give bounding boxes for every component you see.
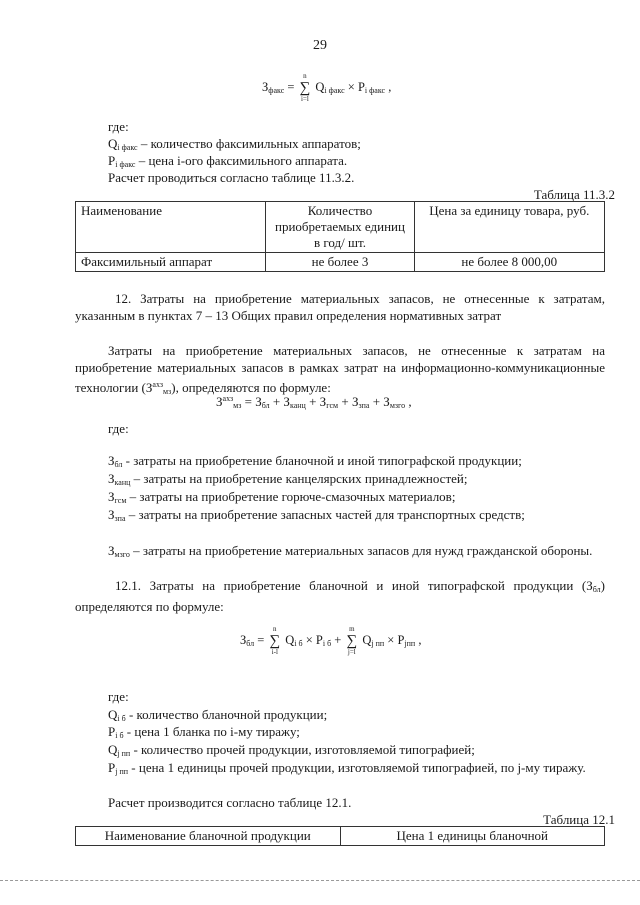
page-number: 29 (313, 38, 327, 53)
blank-products-table (75, 826, 605, 846)
formula-blank-products: $З_{бл}$ = n ∑ i-l $Q_{i б} \times P_{i б}$ + m ∑ j=l $Q_{j пп} \times P_{jпп}$ , (240, 625, 422, 656)
table-cell: Факсимильный аппарат (76, 253, 266, 272)
definition-zpa: $З_{зпа}$ – затраты на приобретение запасных частей для транспортных средств; (108, 507, 525, 523)
header-cell: Цена 1 единицы бланочной (340, 827, 605, 846)
formula-materials: $З^{ахз}_{мз} = З_{бл} + З_{канц} + З_{гсм} + З_{зпа} + З_{мзго}$ , (216, 394, 412, 410)
calc-note: Расчет проводиться согласно таблице 11.3.2. (108, 170, 355, 185)
table-caption: Таблица 12.1 (543, 812, 615, 827)
definition-gsm: $З_{гсм}$ – затраты на приобретение горюче-смазочных материалов; (108, 489, 456, 505)
where-label: где: (108, 421, 129, 436)
definition-pjpp: $P_{j пп}$ - цена 1 единицы прочей продукции, изготовляемой типографией, по j-му тиражу. (108, 760, 586, 776)
header-cell: Наименование бланочной продукции (76, 827, 341, 846)
table-row (76, 253, 605, 272)
table-header-row (76, 202, 605, 253)
definition-bl: $З_{бл}$ - затраты на приобретение бланочной и иной типографской продукции; (108, 453, 522, 469)
table-header-row (76, 827, 605, 846)
definition-p-fax: $P_{i факс}$ – цена i-ого факсимильного аппарата. (108, 153, 348, 169)
definition-qib: $Q_{i б}$ - количество бланочной продукции; (108, 707, 328, 723)
definition-pib: $P_{i б}$ - цена 1 бланка по i-му тиражу; (108, 724, 300, 740)
scan-edge-line (0, 880, 640, 881)
fax-table (75, 201, 605, 272)
definition-qjpp: $Q_{j пп}$ - количество прочей продукции, изготовляемой типографией; (108, 742, 475, 758)
paragraph-12-formula-intro: Затраты на приобретение материальных запасов, не отнесенные к затратам на приобретение материальных запасов в рамках затрат на информационно-коммуникационные технологии $(З^{ахз}_{мз})$, определяются по формуле: (75, 343, 605, 396)
definition-kanc: $З_{канц}$ – затраты на приобретение канцелярских принадлежностей; (108, 471, 468, 487)
table-cell: не более 3 (266, 253, 414, 272)
table-caption: Таблица 11.3.2 (533, 187, 615, 202)
paragraph-12: 12. Затраты на приобретение материальных запасов, не отнесенные к затратам, указанным в пунктах 7 – 13 Общих правил определения нормативных затрат (75, 291, 605, 323)
formula-fax-cost: $З_{факс}$ = n ∑ i=l $Q_{i факс} \times P_{i факс}$ , (262, 72, 392, 103)
definition-q-fax: $Q_{i факс}$ – количество факсимильных аппаратов; (108, 136, 361, 152)
definition-mzgo: $З_{мзго}$ – затраты на приобретение материальных запасов для нужд гражданской обороны. (108, 543, 593, 559)
calc-note: Расчет производится согласно таблице 12.1. (108, 795, 352, 810)
table-cell: не более 8 000,00 (414, 253, 604, 272)
header-cell: Количество приобретаемых единиц в год/ шт. (266, 202, 414, 253)
paragraph-12-1: 12.1. Затраты на приобретение бланочной и иной типографской продукции $(З_{бл})$ определяются по формуле: (75, 578, 605, 614)
where-label: где: (108, 119, 129, 134)
header-cell: Наименование (76, 202, 266, 253)
where-label: где: (108, 689, 129, 704)
header-cell: Цена за единицу товара, руб. (414, 202, 604, 253)
